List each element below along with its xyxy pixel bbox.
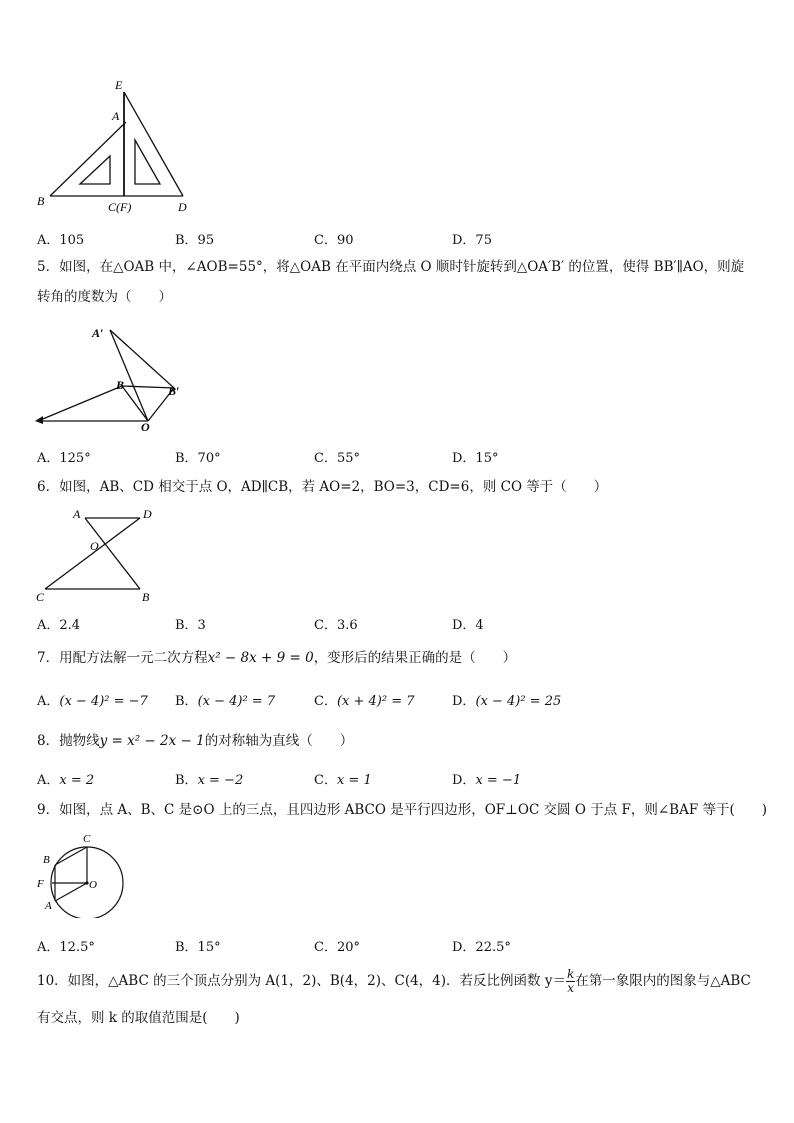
q6-option-d[interactable]: D．4 bbox=[452, 618, 484, 633]
option-letter: B． bbox=[175, 773, 198, 788]
fig-line bbox=[55, 847, 87, 865]
q6-stem: 6．如图，AB、CD 相交于点 O，AD∥CB，若 AO=2，BO=3，CD=6，则 CO 等于（ ） bbox=[37, 479, 608, 495]
q8-option-c[interactable] bbox=[314, 769, 372, 788]
q9-option-d[interactable]: D．22.5° bbox=[452, 940, 511, 955]
fig-line bbox=[110, 330, 148, 421]
q9-option-b[interactable]: B．15° bbox=[175, 940, 221, 955]
option-expr: (x − 4)² = 7 bbox=[197, 694, 276, 709]
q10-prefix: 10．如图，△ABC 的三个顶点分别为 A(1，2)、B(4，2)、C(4，4)．若反比例函数 y＝ bbox=[37, 973, 566, 989]
q9-option-a[interactable]: A．12.5° bbox=[37, 940, 95, 955]
fig-line bbox=[124, 92, 183, 196]
q10-suffix: 在第一象限内的图象与△ABC bbox=[575, 973, 751, 989]
fig-line bbox=[50, 122, 126, 196]
option-expr: (x − 4)² = 25 bbox=[475, 694, 562, 709]
q7-stem bbox=[37, 648, 516, 668]
q7-suffix: ，变形后的结果正确的是（ ） bbox=[313, 650, 517, 666]
option-expr: (x − 4)² = −7 bbox=[59, 694, 148, 709]
fig-label-C: C bbox=[36, 590, 45, 604]
q8-suffix: 的对称轴为直线（ ） bbox=[204, 733, 354, 749]
fig-label-A1: A′ bbox=[92, 326, 104, 340]
fig-label-CF: C(F) bbox=[108, 200, 132, 214]
q7-option-a[interactable] bbox=[37, 690, 148, 709]
q8-option-a[interactable] bbox=[37, 769, 94, 788]
q10-fraction bbox=[566, 968, 575, 995]
q9-figure bbox=[32, 828, 132, 918]
q5-option-b[interactable]: B．70° bbox=[175, 451, 221, 466]
q7-option-b[interactable] bbox=[175, 690, 275, 709]
q6-option-a[interactable]: A．2.4 bbox=[37, 618, 81, 633]
q4-option-c[interactable]: C．90 bbox=[314, 233, 354, 248]
fig-label-B: B bbox=[37, 194, 45, 208]
q4-figure bbox=[30, 72, 200, 222]
q6-option-c[interactable]: C．3.6 bbox=[314, 618, 358, 633]
option-expr: (x + 4)² = 7 bbox=[336, 694, 415, 709]
fig-label-D: D bbox=[143, 507, 152, 521]
fig-line bbox=[55, 883, 87, 901]
q5-option-a[interactable]: A．125° bbox=[37, 451, 91, 466]
q10-stem-line1 bbox=[37, 968, 751, 995]
q9-option-c[interactable]: C．20° bbox=[314, 940, 360, 955]
q9-stem: 9．如图，点 A、B、C 是⊙O 上的三点，且四边形 ABCO 是平行四边形，OF⊥OC 交圆 O 于点 F，则∠BAF 等于( ) bbox=[37, 802, 768, 818]
q5-stem-line1: 5．如图，在△OAB 中，∠AOB=55°，将△OAB 在平面内绕点 O 顺时针旋转到△OA′B′ 的位置，使得 BB′∥AO，则旋 bbox=[37, 259, 745, 275]
fig-label-B: B bbox=[43, 854, 50, 866]
q8-equation: y = x² − 2x − 1 bbox=[99, 733, 205, 749]
option-letter: B． bbox=[175, 694, 198, 709]
q7-option-c[interactable] bbox=[314, 690, 415, 709]
q8-prefix: 8．抛物线 bbox=[37, 733, 100, 749]
fig-inner-triangle bbox=[80, 156, 110, 184]
q6-option-b[interactable]: B．3 bbox=[175, 618, 206, 633]
fig-label-O: O bbox=[141, 420, 150, 433]
q7-option-d[interactable] bbox=[452, 690, 561, 709]
q7-equation: x² − 8x + 9 = 0 bbox=[207, 650, 314, 666]
fraction-numerator: k bbox=[566, 967, 575, 981]
fig-line bbox=[38, 386, 122, 421]
fig-label-B: B bbox=[116, 378, 125, 392]
option-letter: D． bbox=[452, 694, 476, 709]
option-expr: x = −1 bbox=[475, 773, 522, 788]
fig-label-B: B bbox=[142, 590, 150, 604]
fig-label-B1: B′ bbox=[168, 384, 180, 398]
q8-option-b[interactable] bbox=[175, 769, 243, 788]
q4-option-b[interactable]: B．95 bbox=[175, 233, 215, 248]
q5-figure bbox=[30, 318, 190, 433]
fig-label-A: A bbox=[45, 900, 52, 912]
q10-stem-line2: 有交点，则 k 的取值范围是( ) bbox=[37, 1010, 240, 1026]
fig-label-A: A bbox=[112, 109, 120, 123]
option-expr: x = 2 bbox=[59, 773, 95, 788]
option-letter: D． bbox=[452, 773, 476, 788]
fig-line bbox=[122, 386, 174, 388]
q5-stem-line2: 转角的度数为（ ） bbox=[37, 289, 172, 305]
fig-label-E: E bbox=[115, 78, 123, 92]
option-expr: x = 1 bbox=[336, 773, 372, 788]
fig-label-O: O bbox=[89, 879, 97, 891]
fraction-denominator: x bbox=[567, 981, 574, 995]
q8-stem bbox=[37, 731, 353, 751]
q8-option-d[interactable] bbox=[452, 769, 521, 788]
q4-option-a[interactable]: A．105 bbox=[37, 233, 85, 248]
fig-label-F: F bbox=[37, 878, 44, 890]
q5-option-d[interactable]: D．15° bbox=[452, 451, 499, 466]
option-letter: A． bbox=[37, 773, 60, 788]
fig-label-C: C bbox=[83, 833, 91, 845]
q5-option-c[interactable]: C．55° bbox=[314, 451, 360, 466]
fig-inner-triangle bbox=[135, 140, 160, 184]
option-letter: A． bbox=[37, 694, 60, 709]
option-expr: x = −2 bbox=[197, 773, 244, 788]
fig-label-O: O bbox=[90, 539, 99, 553]
option-letter: C． bbox=[314, 773, 337, 788]
fig-label-A: A bbox=[73, 507, 81, 521]
q4-option-d[interactable]: D．75 bbox=[452, 233, 492, 248]
option-letter: C． bbox=[314, 694, 337, 709]
fig-label-D: D bbox=[178, 200, 187, 214]
fig-arrow-marker bbox=[35, 416, 43, 424]
q6-figure bbox=[30, 503, 165, 608]
q7-prefix: 7．用配方法解一元二次方程 bbox=[37, 650, 208, 666]
